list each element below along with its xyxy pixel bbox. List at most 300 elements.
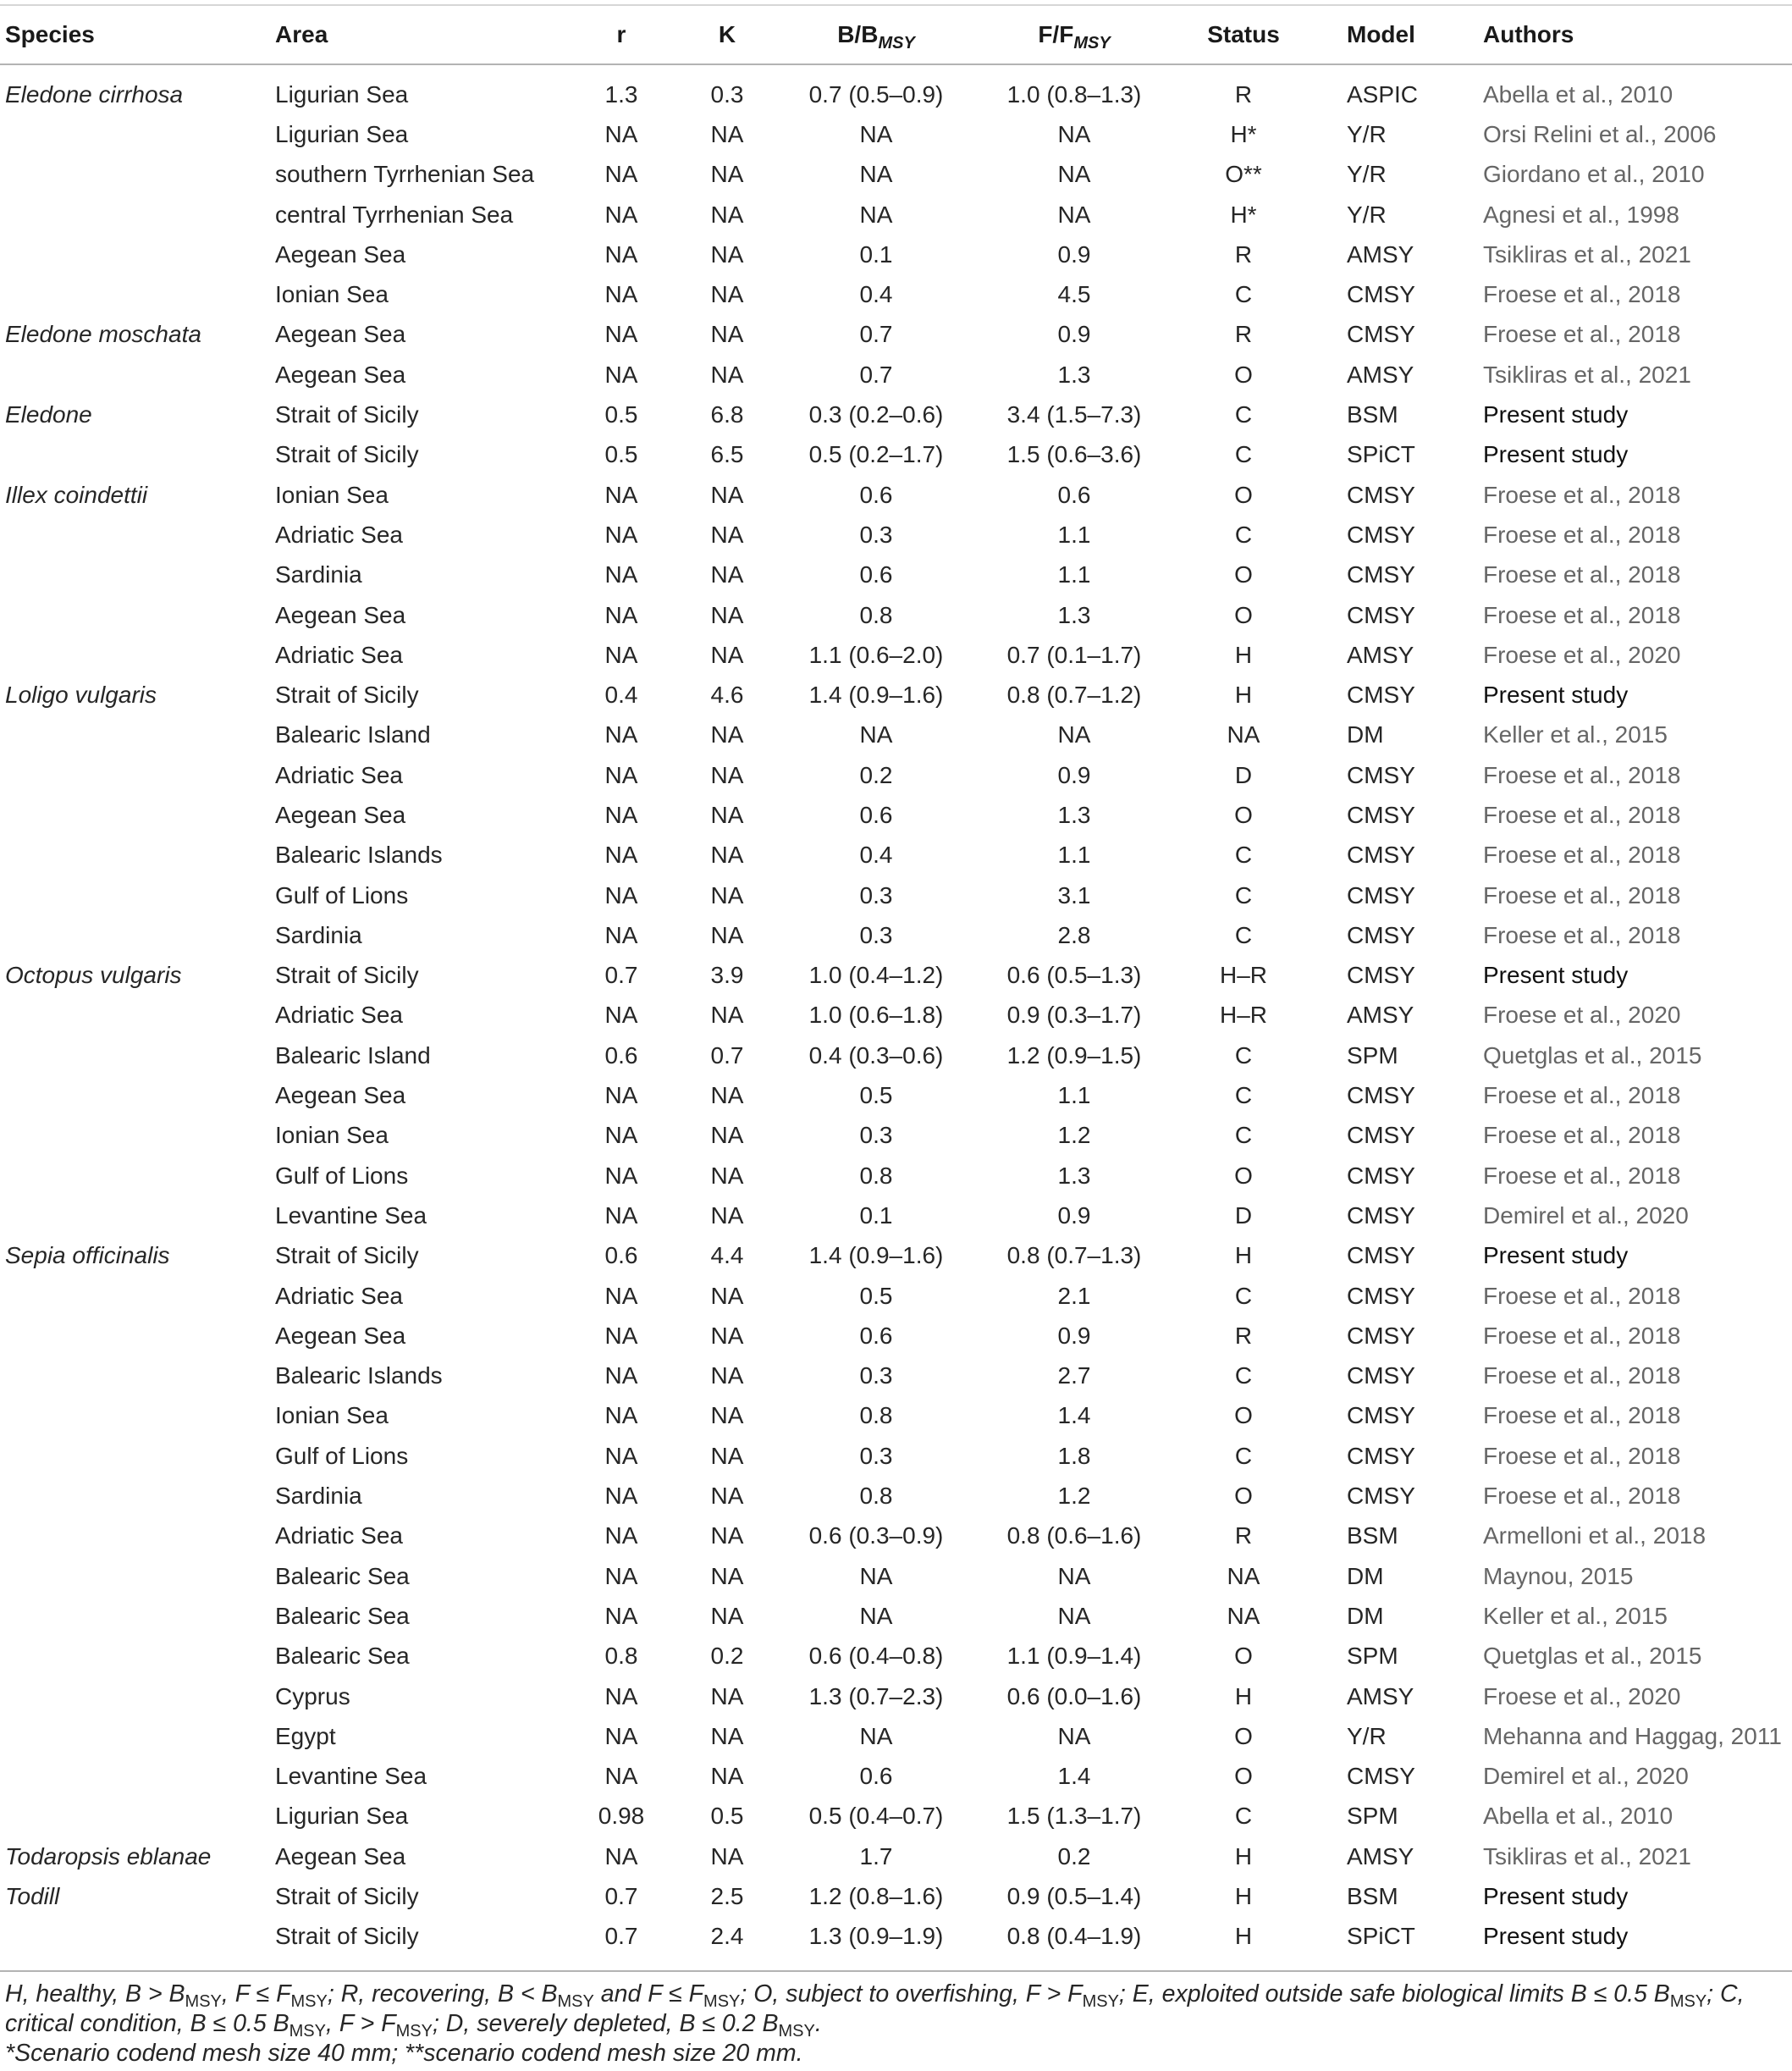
cell-status: C [1234,1082,1253,1109]
cell-f-fmsy: 0.6 (0.0–1.6) [1006,1682,1142,1709]
header-r: r [616,21,626,47]
table-row [0,1356,1792,1396]
cell-b-bmsy: 0.3 [859,921,893,948]
cell-area: Strait of Sicily [275,401,419,428]
cell-k: 0.5 [710,1803,744,1830]
cell-area: Aegean Sea [275,801,406,828]
cell-area: Ionian Sea [275,481,389,508]
cell-area: southern Tyrrhenian Sea [275,161,535,188]
table-row [0,1797,1792,1836]
cell-authors: Froese et al., 2018 [1483,1362,1681,1389]
cell-authors: Present study [1483,401,1629,428]
cell-k: 4.4 [710,1242,744,1269]
cell-k: 3.9 [710,962,744,989]
cell-k: NA [710,201,744,228]
footnote-subscript: MSY [557,1991,594,2011]
cell-r: NA [604,1602,638,1629]
cell-model: CMSY [1347,521,1415,548]
cell-status: R [1234,321,1253,348]
header-k: K [718,21,736,47]
cell-r: NA [604,361,638,388]
cell-status: H [1234,641,1253,668]
cell-k: NA [710,601,744,628]
cell-k: 6.8 [710,401,744,428]
cell-k: NA [710,1602,744,1629]
footnote-text: . [814,2009,822,2037]
cell-f-fmsy: 1.1 (0.9–1.4) [1006,1643,1142,1670]
cell-model: CMSY [1347,1162,1415,1189]
cell-model: CMSY [1347,881,1415,908]
cell-area: Adriatic Sea [275,761,403,788]
cell-b-bmsy: 0.6 (0.4–0.8) [808,1643,944,1670]
header-area: Area [275,21,328,47]
cell-k: 4.6 [710,682,744,709]
cell-area: Aegean Sea [275,1322,406,1349]
cell-f-fmsy: 0.9 [1057,1201,1091,1229]
cell-b-bmsy: NA [859,161,893,188]
cell-r: 0.7 [604,1923,638,1950]
cell-f-fmsy: 1.3 [1057,801,1091,828]
table-row [0,355,1792,395]
cell-model: CMSY [1347,1402,1415,1429]
table-row [0,235,1792,274]
cell-authors: Tsikliras et al., 2021 [1483,361,1691,388]
cell-r: 0.7 [604,1883,638,1909]
cell-model: Y/R [1347,1722,1387,1749]
cell-f-fmsy: 1.8 [1057,1442,1091,1469]
table-row [0,1316,1792,1356]
cell-k: NA [710,361,744,388]
cell-authors: Mehanna and Haggag, 2011 [1483,1722,1782,1749]
cell-model: SPiCT [1347,1923,1415,1950]
cell-r: NA [604,281,638,308]
cell-f-fmsy: 0.9 [1057,321,1091,348]
cell-k: NA [710,521,744,548]
table-row [0,996,1792,1036]
cell-model: CMSY [1347,1483,1415,1510]
cell-model: SPM [1347,1643,1398,1670]
cell-k: NA [710,281,744,308]
cell-r: NA [604,1483,638,1510]
table-row [0,1876,1792,1916]
cell-f-fmsy: 0.8 (0.7–1.3) [1006,1242,1142,1269]
cell-f-fmsy: 1.1 [1057,521,1091,548]
cell-species: Eledone [5,401,92,428]
cell-model: CMSY [1347,1082,1415,1109]
cell-b-bmsy: 0.3 [859,881,893,908]
cell-species: Todaropsis eblanae [5,1842,212,1869]
cell-model: SPiCT [1347,441,1415,468]
cell-f-fmsy: 0.8 (0.4–1.9) [1006,1923,1142,1950]
table-row [0,836,1792,875]
cell-area: Balearic Sea [275,1602,410,1629]
cell-b-bmsy: 0.4 [859,281,893,308]
cell-k: NA [710,1562,744,1589]
cell-authors: Froese et al., 2018 [1483,281,1681,308]
table-row [0,715,1792,755]
cell-f-fmsy: 1.3 [1057,1162,1091,1189]
cell-authors: Froese et al., 2018 [1483,921,1681,948]
cell-k: 0.3 [710,80,744,108]
cell-status: O [1234,1722,1253,1749]
cell-authors: Abella et al., 2010 [1483,1803,1673,1830]
cell-r: NA [604,1162,638,1189]
cell-r: NA [604,521,638,548]
cell-area: Adriatic Sea [275,641,403,668]
cell-k: NA [710,561,744,588]
cell-status: H [1234,1842,1253,1869]
cell-model: Y/R [1347,120,1387,147]
cell-k: NA [710,921,744,948]
cell-b-bmsy: 0.6 (0.3–0.9) [808,1522,944,1549]
table-row [0,595,1792,635]
cell-r: NA [604,761,638,788]
cell-model: BSM [1347,1522,1398,1549]
footnote-text: ; E, exploited outside safe biological limits B ≤ 0.5 B [1118,1980,1670,2007]
cell-r: 0.8 [604,1643,638,1670]
footnote-text: ; C, [1707,1980,1745,2007]
cell-status: H* [1230,120,1257,147]
cell-species: Loligo vulgaris [5,682,157,709]
cell-k: NA [710,641,744,668]
table-row [0,1396,1792,1436]
cell-area: Strait of Sicily [275,962,419,989]
cell-status: C [1234,881,1253,908]
cell-status: C [1234,1122,1253,1149]
header-authors: Authors [1483,21,1574,47]
footnote-text: *Scenario codend mesh size 40 mm; **scenario codend mesh size 20 mm. [5,2039,803,2067]
footnote-text: H, healthy, B > B [5,1980,185,2007]
cell-authors: Froese et al., 2018 [1483,1282,1681,1309]
cell-authors: Froese et al., 2018 [1483,1082,1681,1109]
cell-status: R [1234,240,1253,268]
cell-authors: Quetglas et al., 2015 [1483,1643,1702,1670]
cell-status: C [1234,401,1253,428]
cell-status: C [1234,441,1253,468]
footnote-line [5,2039,1792,2068]
cell-status: NA [1227,721,1260,748]
cell-authors: Froese et al., 2018 [1483,1483,1681,1510]
table-row [0,795,1792,835]
footnote-subscript: MSY [1669,1991,1707,2011]
table-header [0,6,1792,64]
cell-r: 0.6 [604,1041,638,1069]
cell-model: AMSY [1347,361,1414,388]
cell-area: Strait of Sicily [275,1883,419,1909]
cell-status: C [1234,1362,1253,1389]
cell-f-fmsy: 1.5 (0.6–3.6) [1006,441,1142,468]
cell-area: Adriatic Sea [275,1282,403,1309]
table-row [0,1236,1792,1276]
cell-status: O [1234,361,1253,388]
cell-b-bmsy: 0.5 (0.4–0.7) [808,1803,944,1830]
cell-status: O [1234,1483,1253,1510]
cell-r: NA [604,1362,638,1389]
cell-r: 0.5 [604,441,638,468]
cell-f-fmsy: 0.8 (0.7–1.2) [1006,682,1142,709]
cell-status: C [1234,1442,1253,1469]
cell-b-bmsy: 0.8 [859,1402,893,1429]
cell-area: Ionian Sea [275,281,389,308]
cell-f-fmsy: 0.6 [1057,481,1091,508]
cell-authors: Froese et al., 2018 [1483,801,1681,828]
cell-area: Aegean Sea [275,601,406,628]
cell-area: Strait of Sicily [275,1923,419,1950]
footnote-subscript: MSY [703,1991,741,2011]
cell-f-fmsy: 1.2 [1057,1122,1091,1149]
cell-r: NA [604,921,638,948]
cell-status: H [1234,682,1253,709]
cell-authors: Maynou, 2015 [1483,1562,1634,1589]
cell-b-bmsy: 0.8 [859,601,893,628]
cell-f-fmsy: NA [1057,1722,1091,1749]
cell-area: Sardinia [275,1483,362,1510]
cell-area: Aegean Sea [275,240,406,268]
cell-b-bmsy: 0.1 [859,240,893,268]
footnote-text: and F ≤ F [593,1980,704,2007]
cell-status: O** [1225,161,1262,188]
cell-authors: Froese et al., 2018 [1483,481,1681,508]
cell-b-bmsy: 0.7 [859,361,893,388]
cell-f-fmsy: 1.0 (0.8–1.3) [1006,80,1142,108]
header-b-bmsy-subscript: MSY [878,34,915,52]
table-row [0,675,1792,715]
cell-f-fmsy: 1.1 [1057,1082,1091,1109]
cell-area: Gulf of Lions [275,1442,409,1469]
table-row [0,1156,1792,1196]
cell-k: 0.7 [710,1041,744,1069]
cell-b-bmsy: 1.7 [859,1842,893,1869]
cell-b-bmsy: 1.3 (0.9–1.9) [808,1923,944,1950]
cell-model: DM [1347,1562,1384,1589]
cell-b-bmsy: 0.6 [859,561,893,588]
cell-k: NA [710,1763,744,1790]
table-row [0,555,1792,595]
cell-model: AMSY [1347,1682,1414,1709]
cell-model: CMSY [1347,1122,1415,1149]
cell-r: NA [604,801,638,828]
cell-model: DM [1347,721,1384,748]
cell-area: Aegean Sea [275,361,406,388]
footnote-text: ; D, severely depleted, B ≤ 0.2 B [432,2009,779,2037]
table-row [0,515,1792,555]
cell-authors: Froese et al., 2018 [1483,1162,1681,1189]
cell-model: AMSY [1347,1842,1414,1869]
cell-status: O [1234,561,1253,588]
cell-model: Y/R [1347,161,1387,188]
header-f-fmsy [957,21,1192,52]
table-row [0,1476,1792,1516]
table-row [0,1676,1792,1716]
cell-b-bmsy: 0.6 [859,801,893,828]
cell-b-bmsy: 0.8 [859,1483,893,1510]
cell-f-fmsy: 1.4 [1057,1402,1091,1429]
table-body [0,65,1792,1970]
cell-authors: Present study [1483,1242,1629,1269]
cell-r: NA [604,1562,638,1589]
cell-model: AMSY [1347,1002,1414,1029]
cell-b-bmsy: 1.2 (0.8–1.6) [808,1883,944,1909]
cell-f-fmsy: 1.3 [1057,361,1091,388]
cell-k: NA [710,1082,744,1109]
cell-authors: Abella et al., 2010 [1483,80,1673,108]
cell-area: Balearic Islands [275,1362,443,1389]
footnote-text: ; R, recovering, B < B [327,1980,558,2007]
cell-b-bmsy: 1.4 (0.9–1.6) [808,1242,944,1269]
cell-model: BSM [1347,1883,1398,1909]
cell-b-bmsy: NA [859,1562,893,1589]
cell-r: NA [604,1122,638,1149]
table-row [0,1716,1792,1756]
cell-b-bmsy: 0.3 [859,1362,893,1389]
header-b-bmsy [796,21,957,52]
cell-area: Gulf of Lions [275,881,409,908]
cell-r: 0.5 [604,401,638,428]
cell-f-fmsy: 1.2 (0.9–1.5) [1006,1041,1142,1069]
footnote-text: , F ≤ F [221,1980,291,2007]
cell-k: NA [710,1362,744,1389]
cell-f-fmsy: NA [1057,161,1091,188]
table-row [0,915,1792,955]
header-b-bmsy-label: B/B [837,21,879,47]
cell-model: DM [1347,1602,1384,1629]
cell-b-bmsy: 0.4 (0.3–0.6) [808,1041,944,1069]
cell-area: Balearic Islands [275,842,443,869]
cell-authors: Froese et al., 2018 [1483,1122,1681,1149]
cell-area: Aegean Sea [275,1842,406,1869]
cell-area: Aegean Sea [275,321,406,348]
cell-f-fmsy: 0.9 (0.5–1.4) [1006,1883,1142,1909]
cell-r: NA [604,1402,638,1429]
cell-r: NA [604,1722,638,1749]
cell-r: NA [604,561,638,588]
cell-b-bmsy: 0.6 [859,481,893,508]
cell-r: NA [604,842,638,869]
cell-r: 0.6 [604,1242,638,1269]
table-row [0,956,1792,996]
cell-f-fmsy: 2.8 [1057,921,1091,948]
cell-authors: Froese et al., 2018 [1483,561,1681,588]
cell-b-bmsy: 1.1 (0.6–2.0) [808,641,944,668]
cell-model: CMSY [1347,1362,1415,1389]
cell-status: R [1234,1322,1253,1349]
table-row [0,635,1792,675]
cell-model: CMSY [1347,842,1415,869]
cell-authors: Froese et al., 2020 [1483,641,1681,668]
cell-b-bmsy: 1.0 (0.4–1.2) [808,962,944,989]
cell-k: 2.5 [710,1883,744,1909]
cell-r: NA [604,601,638,628]
cell-status: R [1234,1522,1253,1549]
cell-r: NA [604,1282,638,1309]
table-row [0,1276,1792,1316]
cell-status: NA [1227,1562,1260,1589]
table-row [0,75,1792,114]
cell-model: CMSY [1347,801,1415,828]
cell-model: AMSY [1347,641,1414,668]
cell-f-fmsy: 1.1 [1057,561,1091,588]
table-row [0,395,1792,434]
footnote-subscript: MSY [289,2021,326,2041]
cell-authors: Froese et al., 2018 [1483,1402,1681,1429]
cell-status: O [1234,1402,1253,1429]
cell-status: H* [1230,201,1257,228]
cell-authors: Quetglas et al., 2015 [1483,1041,1702,1069]
cell-authors: Demirel et al., 2020 [1483,1201,1689,1229]
table-row [0,475,1792,515]
cell-authors: Giordano et al., 2010 [1483,161,1705,188]
cell-r: NA [604,881,638,908]
cell-area: Egypt [275,1722,336,1749]
cell-k: NA [710,1842,744,1869]
cell-f-fmsy: 0.6 (0.5–1.3) [1006,962,1142,989]
cell-area: Strait of Sicily [275,682,419,709]
table-row [0,195,1792,235]
cell-f-fmsy: 1.3 [1057,601,1091,628]
cell-k: NA [710,881,744,908]
cell-species: Octopus vulgaris [5,962,182,989]
cell-status: C [1234,1803,1253,1830]
cell-authors: Present study [1483,682,1629,709]
table-row [0,1516,1792,1556]
cell-model: Y/R [1347,201,1387,228]
cell-k: NA [710,1322,744,1349]
cell-b-bmsy: 0.5 (0.2–1.7) [808,441,944,468]
cell-area: Balearic Sea [275,1562,410,1589]
cell-f-fmsy: 0.9 [1057,761,1091,788]
cell-r: NA [604,1201,638,1229]
cell-authors: Froese et al., 2018 [1483,1322,1681,1349]
cell-k: NA [710,161,744,188]
table-row [0,1036,1792,1075]
table-row [0,1836,1792,1876]
cell-status: R [1234,80,1253,108]
cell-r: NA [604,161,638,188]
cell-f-fmsy: 4.5 [1057,281,1091,308]
cell-authors: Froese et al., 2018 [1483,601,1681,628]
table-row [0,1756,1792,1796]
cell-area: Balearic Island [275,1041,431,1069]
cell-status: C [1234,921,1253,948]
table-row [0,1917,1792,1957]
cell-status: O [1234,601,1253,628]
cell-r: 0.7 [604,962,638,989]
cell-r: NA [604,201,638,228]
cell-f-fmsy: 2.1 [1057,1282,1091,1309]
cell-authors: Present study [1483,1923,1629,1950]
cell-area: Ionian Sea [275,1402,389,1429]
footnote-text: ; O, subject to overfishing, F > F [740,1980,1083,2007]
cell-authors: Orsi Relini et al., 2006 [1483,120,1717,147]
cell-model: CMSY [1347,481,1415,508]
cell-b-bmsy: NA [859,120,893,147]
cell-authors: Froese et al., 2020 [1483,1682,1681,1709]
cell-f-fmsy: 0.9 (0.3–1.7) [1006,1002,1142,1029]
cell-f-fmsy: NA [1057,120,1091,147]
cell-status: O [1234,1643,1253,1670]
table-row [0,1637,1792,1676]
bottom-rule [0,1970,1792,1972]
cell-area: Balearic Sea [275,1643,410,1670]
cell-f-fmsy: NA [1057,1562,1091,1589]
cell-b-bmsy: 0.4 [859,842,893,869]
footnote-line [5,1980,1792,2009]
cell-k: NA [710,721,744,748]
cell-r: NA [604,1082,638,1109]
cell-k: NA [710,801,744,828]
header-model: Model [1347,21,1415,47]
table-row [0,114,1792,154]
